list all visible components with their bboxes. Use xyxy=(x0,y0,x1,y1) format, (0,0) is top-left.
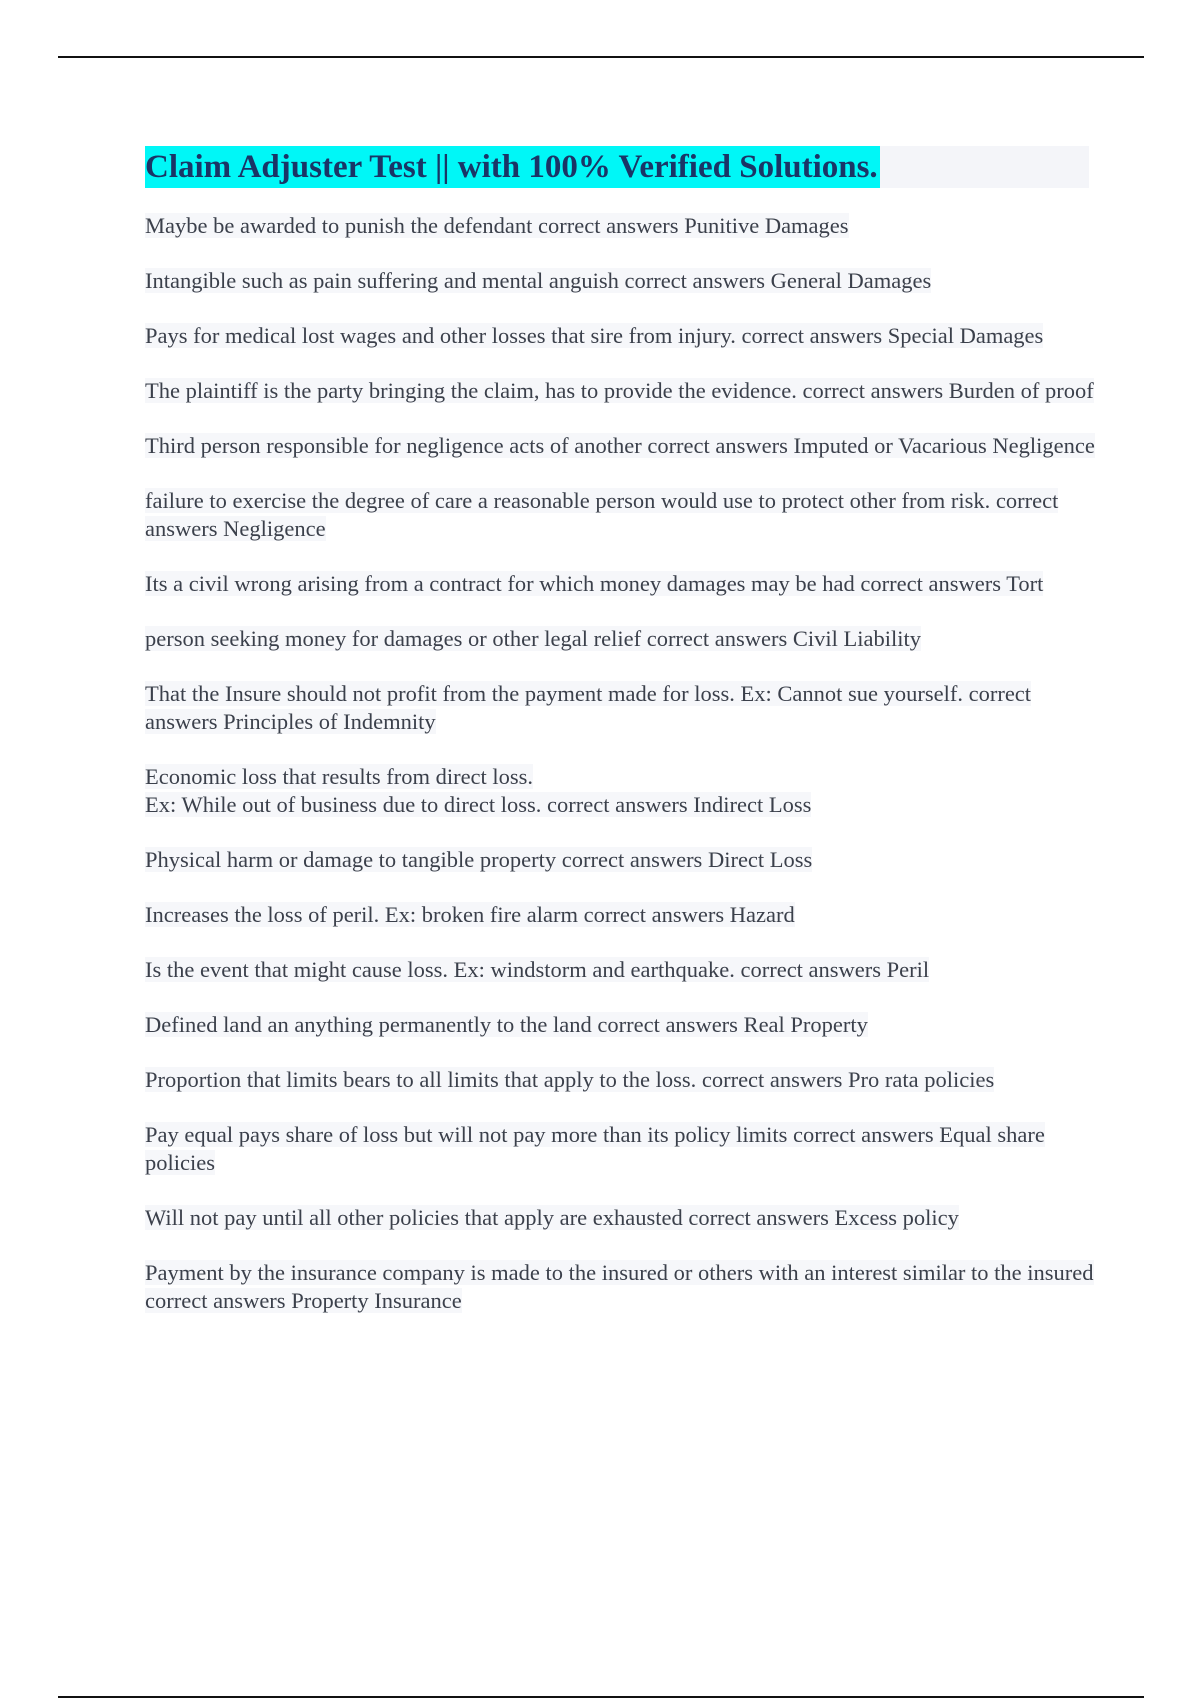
qa-answer: Peril xyxy=(886,957,930,982)
qa-question: Will not pay until all other policies that apply are exhausted xyxy=(145,1205,683,1230)
qa-text xyxy=(145,681,1031,734)
qa-question: Pay equal pays share of loss but will not pay more than its policy limits xyxy=(145,1122,788,1147)
qa-answer-connector: correct answers xyxy=(646,626,788,651)
qa-answer: Punitive Damages xyxy=(684,213,849,238)
qa-answer: Real Property xyxy=(743,1012,868,1037)
qa-item xyxy=(145,956,1095,984)
qa-answer: Civil Liability xyxy=(792,626,922,651)
qa-answer: Imputed or Vacarious Negligence xyxy=(793,433,1095,458)
qa-item xyxy=(145,487,1095,543)
qa-question: Proportion that limits bears to all limits that apply to the loss. xyxy=(145,1067,697,1092)
qa-text xyxy=(145,1067,994,1092)
qa-item xyxy=(145,432,1095,460)
qa-answer-connector: correct answers xyxy=(597,1012,738,1037)
qa-answer-connector: correct answers xyxy=(145,681,1032,734)
qa-text xyxy=(145,957,929,982)
qa-question: Physical harm or damage to tangible property xyxy=(145,847,557,872)
qa-answer: General Damages xyxy=(770,268,932,293)
qa-question: Its a civil wrong arising from a contract for which money damages may be had xyxy=(145,571,855,596)
qa-text xyxy=(145,764,811,817)
qa-item xyxy=(145,377,1095,405)
qa-answer: Direct Loss xyxy=(707,847,813,872)
qa-item xyxy=(145,322,1095,350)
qa-item xyxy=(145,1204,1095,1232)
qa-answer-connector: correct answers xyxy=(538,213,679,238)
qa-question: person seeking money for damages or other legal relief xyxy=(145,626,642,651)
qa-answer-connector: correct answers xyxy=(701,1067,843,1092)
qa-question: Defined land an anything permanently to the land xyxy=(145,1012,592,1037)
qa-item xyxy=(145,763,1095,819)
top-divider xyxy=(58,56,1144,58)
qa-text xyxy=(145,323,1043,348)
qa-question: Intangible such as pain suffering and mental anguish xyxy=(145,268,619,293)
qa-answer: Principles of Indemnity xyxy=(223,709,436,734)
qa-text xyxy=(145,1260,1094,1313)
qa-question: That the Insure should not profit from the payment made for loss. Ex: Cannot sue yourself. xyxy=(145,681,963,706)
qa-answer: Negligence xyxy=(223,516,326,541)
qa-question: failure to exercise the degree of care a reasonable person would use to protect other from risk. xyxy=(145,488,991,513)
qa-answer-connector: correct answers xyxy=(802,378,944,403)
qa-text xyxy=(145,488,1058,541)
qa-text xyxy=(145,571,1043,596)
qa-answer: Property Insurance xyxy=(291,1288,462,1313)
qa-answer-connector: correct answers xyxy=(145,1288,286,1313)
qa-answer-connector: correct answers xyxy=(624,268,766,293)
qa-question: Increases the loss of peril. Ex: broken fire alarm xyxy=(145,902,578,927)
qa-question: The plaintiff is the party bringing the claim, has to provide the evidence. xyxy=(145,378,797,403)
qa-answer-connector: correct answers xyxy=(741,323,883,348)
qa-text xyxy=(145,902,795,927)
qa-answer: Excess policy xyxy=(834,1205,959,1230)
qa-answer: Special Damages xyxy=(887,323,1044,348)
qa-item xyxy=(145,1121,1095,1177)
qa-question: Third person responsible for negligence acts of another xyxy=(145,433,642,458)
qa-list xyxy=(145,212,1095,1342)
qa-text xyxy=(145,213,849,238)
qa-question: Economic loss that results from direct loss. xyxy=(145,764,534,789)
qa-item xyxy=(145,901,1095,929)
qa-answer: Indirect Loss xyxy=(693,792,812,817)
qa-text xyxy=(145,1122,1045,1175)
document-title: Claim Adjuster Test || with 100% Verified Solutions. xyxy=(145,146,880,188)
qa-answer: Pro rata policies xyxy=(848,1067,995,1092)
qa-question: Is the event that might cause loss. Ex: windstorm and earthquake. xyxy=(145,957,735,982)
qa-item xyxy=(145,846,1095,874)
qa-answer: Burden of proof xyxy=(948,378,1094,403)
qa-question: Payment by the insurance company is made to the insured or others with an interest similar to the insured xyxy=(145,1260,1094,1285)
qa-answer-connector: correct answers xyxy=(561,847,703,872)
qa-text xyxy=(145,847,812,872)
qa-answer-connector: correct answers xyxy=(647,433,788,458)
qa-answer-connector: correct answers xyxy=(688,1205,829,1230)
qa-text xyxy=(145,433,1095,458)
qa-text xyxy=(145,268,931,293)
qa-answer-connector: correct answers xyxy=(740,957,882,982)
qa-answer-connector: correct answers xyxy=(583,902,725,927)
qa-answer-connector: correct answers xyxy=(145,488,1059,541)
qa-text xyxy=(145,1012,868,1037)
qa-question: Ex: While out of business due to direct loss. xyxy=(145,792,542,817)
qa-item xyxy=(145,570,1095,598)
qa-answer: Hazard xyxy=(729,902,795,927)
qa-item xyxy=(145,212,1095,240)
qa-item xyxy=(145,680,1095,736)
qa-answer-connector: correct answers xyxy=(860,571,1001,596)
qa-answer: Tort xyxy=(1006,571,1044,596)
qa-item xyxy=(145,267,1095,295)
qa-answer-connector: correct answers xyxy=(793,1122,934,1147)
qa-answer-connector: correct answers xyxy=(547,792,688,817)
qa-question: Pays for medical lost wages and other losses that sire from injury. xyxy=(145,323,736,348)
bottom-divider xyxy=(58,1696,1144,1698)
qa-answer: Equal share policies xyxy=(145,1122,1045,1175)
qa-text xyxy=(145,1205,959,1230)
qa-item xyxy=(145,1066,1095,1094)
qa-text xyxy=(145,626,921,651)
qa-item xyxy=(145,1259,1095,1315)
qa-item xyxy=(145,1011,1095,1039)
qa-text xyxy=(145,378,1094,403)
qa-item xyxy=(145,625,1095,653)
qa-question: Maybe be awarded to punish the defendant xyxy=(145,213,533,238)
